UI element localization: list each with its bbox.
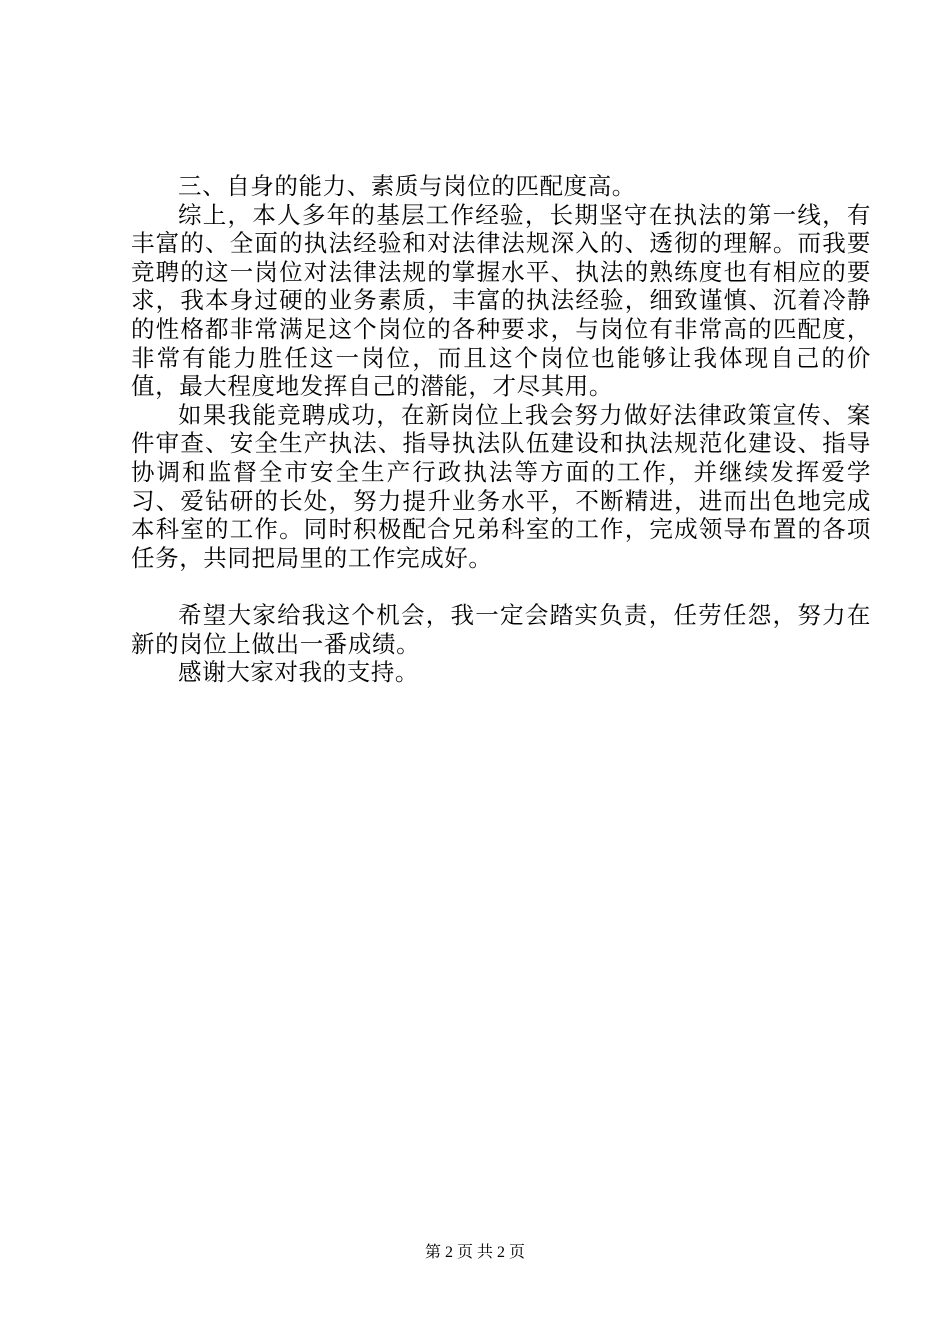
document-body — [131, 172, 871, 687]
paragraph-plan: 如果我能竞聘成功，在新岗位上我会努力做好法律政策宣传、案件审查、安全生产执法、指导执法队伍建设和执法规范化建设、指导协调和监督全市安全生产行政执法等方面的工作，并继续发挥爱学习、爱钻研的长处，努力提升业务水平，不断精进，进而出色地完成本科室的工作。同时积极配合兄弟科室的工作，完成领导布置的各项任务，共同把局里的工作完成好。 — [131, 400, 871, 572]
paragraph-summary: 综上，本人多年的基层工作经验，长期坚守在执法的第一线，有丰富的、全面的执法经验和对法律法规深入的、透彻的理解。而我要竞聘的这一岗位对法律法规的掌握水平、执法的熟练度也有相应的要求，我本身过硬的业务素质，丰富的执法经验，细致谨慎、沉着冷静的性格都非常满足这个岗位的各种要求，与岗位有非常高的匹配度，非常有能力胜任这一岗位，而且这个岗位也能够让我体现自己的价值，最大程度地发挥自己的潜能，才尽其用。 — [131, 200, 871, 401]
section-heading: 三、自身的能力、素质与岗位的匹配度高。 — [178, 172, 636, 200]
page-number-footer: 第 2 页 共 2 页 — [424, 1244, 525, 1261]
paragraph-spacer — [131, 572, 871, 601]
paragraph-thanks: 感谢大家对我的支持。 — [178, 658, 419, 687]
paragraph-hope: 希望大家给我这个机会，我一定会踏实负责，任劳任怨，努力在新的岗位上做出一番成绩。 — [131, 600, 871, 658]
